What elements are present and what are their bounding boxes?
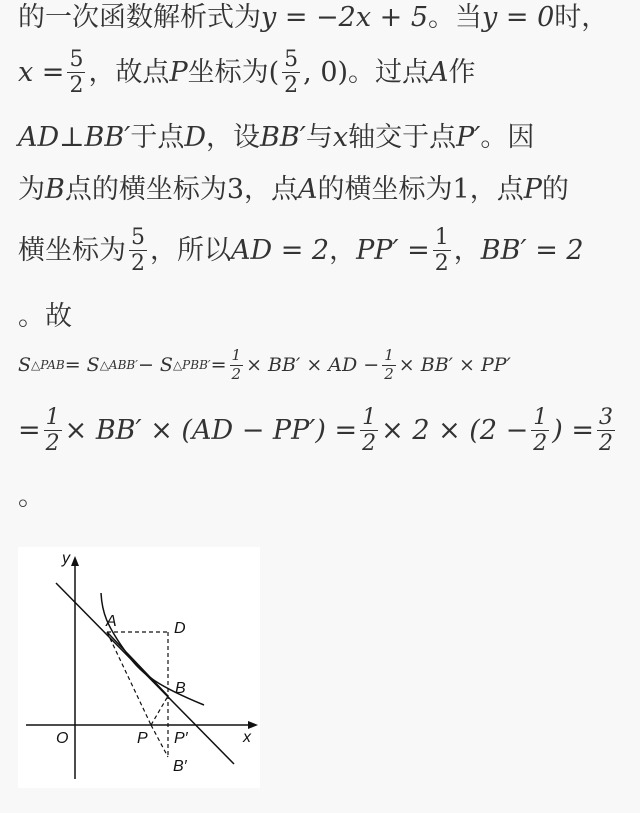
math-symbol: D [184,122,207,153]
fraction: $\frac{1}{2}$ [231,346,242,383]
label-x: x [243,729,251,746]
math-symbol: , 0) [303,57,349,89]
text: 点的横坐标为 [64,174,227,205]
label-y: y [62,550,70,567]
y-axis-arrow [71,556,79,566]
geometry-figure [18,547,260,788]
text: 。故 [18,301,72,332]
math-symbol: P [523,174,542,205]
x-axis-arrow [248,721,258,729]
equation: PP′ = [356,235,430,267]
text: 。因 [480,122,535,153]
fraction: $\frac{5}{2}$ [131,225,145,277]
math-symbol: BB′ [260,122,306,153]
text: 坐标为 [187,57,269,89]
label-p: P [137,730,148,747]
label-o: O [56,730,69,747]
text-line-4 [18,176,626,203]
text: ，设 [206,122,261,153]
fraction: $\frac{1}{2}$ [362,405,377,457]
label-d: D [174,620,186,637]
text-line-9 [18,483,626,510]
text: ， [329,235,357,267]
math-symbol: B [45,174,65,205]
segment-pb-prime [151,725,168,757]
fraction: $\frac{1}{2}$ [45,405,60,457]
text: 。 [18,481,45,512]
text: 作 [448,57,476,89]
text-line-1 [18,4,626,31]
math-symbol: A [429,57,449,89]
text: ，点 [469,174,524,205]
text-line-3 [18,124,626,151]
fraction: $\frac{5}{2}$ [284,47,299,99]
text: ， [453,235,481,267]
label-b: B [175,680,186,697]
segment-ab [107,632,168,696]
figure-svg [18,547,260,788]
number: 3 [226,174,245,205]
equation: x = [18,57,65,89]
segment-ap [107,632,151,725]
equation: AD⊥BB′ [18,122,131,153]
label-a: A [106,613,117,630]
text: 于点 [130,122,185,153]
fraction: $\frac{1}{2}$ [384,346,394,383]
segment-pb [151,696,168,725]
text: 横坐标为 [18,235,126,267]
math-symbol: A [298,174,318,205]
equation: y = −2x + 5 [261,2,429,33]
fraction: $\frac{5}{2}$ [69,47,84,99]
label-p-prime: P′ [174,730,188,747]
hyperbola-curve [101,593,204,705]
label-b-prime: B′ [173,758,187,775]
text-line-5 [18,226,626,275]
text: 的横坐标为 [317,174,453,205]
formula-line-1: S △PAB = S △ABB′ − S △PBB′ = $\frac{1}{2}$ × BB′ × AD − $\frac{1}{2}$ × BB′ × PP′ [18,346,511,383]
fraction: $\frac{1}{2}$ [434,225,449,277]
fraction: $\frac{1}{2}$ [533,405,548,457]
text: 的 [541,174,569,205]
math-symbol: P′ [456,122,481,153]
text: ，点 [244,174,299,205]
equation: AD = 2 [231,235,330,267]
text: 时， [554,2,609,33]
text: 与 [305,122,333,153]
text: 。当 [428,2,483,33]
text-line-6 [18,303,626,330]
equation: y = 0 [482,2,555,33]
math-symbol: P [169,57,188,89]
equation: BB′ = 2 [480,235,584,267]
math-symbol: x [332,122,349,153]
text: 。过点 [348,57,430,89]
text: ，所以 [150,235,231,267]
formula-line-2: = $\frac{1}{2}$ × BB′ × (AD − PP′) = $\frac{1}{2}$ × 2 × (2 − $\frac{1}{2}$ ) = $\frac{3}{2}$ [18,405,613,457]
text: 的一次函数解析式为 [18,2,261,33]
text: 为 [18,174,45,205]
text: ，故点 [88,57,170,89]
text: 轴交于点 [348,122,457,153]
number: 1 [452,174,470,205]
math-symbol: ( [268,57,280,89]
fraction: $\frac{3}{2}$ [598,405,613,457]
text-line-2 [18,48,626,97]
